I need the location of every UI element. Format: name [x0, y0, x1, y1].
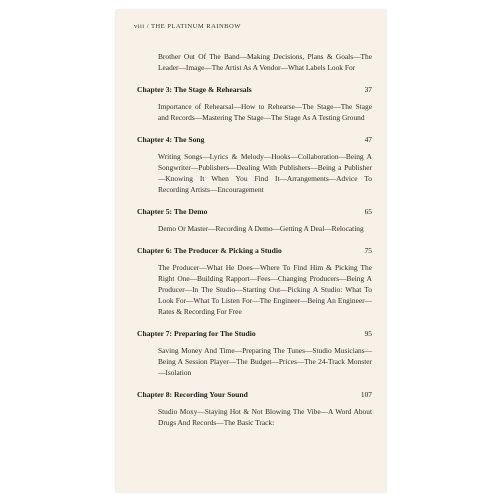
chapter-page-number: 65	[364, 207, 372, 216]
chapter-description: Studio Moxy—Staying Hot & Not Blowing The Vibe—A Word About Drugs And Records—The Basic Track:	[158, 407, 372, 427]
table-of-contents	[137, 51, 372, 428]
chapter-heading	[137, 134, 372, 145]
chapter-3-entry	[137, 84, 372, 123]
chapter-heading	[137, 84, 372, 95]
chapter-heading	[137, 328, 372, 339]
chapter-title: Chapter 6: The Producer & Picking a Studio	[137, 246, 282, 255]
intro-text: Brother Out Of The Band—Making Decisions, Plans & Goals—The Leader—Image—The Artist As A Vendor—What Labels Look For	[158, 52, 372, 72]
chapter-heading	[137, 389, 372, 400]
chapter-7-entry	[137, 328, 372, 378]
chapter-page-number: 95	[364, 329, 372, 338]
chapter-heading	[137, 206, 372, 217]
chapter-heading	[137, 245, 372, 256]
chapter-description: Demo Or Master—Recording A Demo—Getting A Deal—Relocating	[158, 224, 364, 233]
chapter-8-entry	[137, 389, 372, 428]
chapter-title: Chapter 7: Preparing for The Studio	[137, 329, 256, 338]
chapter-title: Chapter 5: The Demo	[137, 207, 208, 216]
chapter-title: Chapter 4: The Song	[137, 135, 205, 144]
chapter-description: Saving Money And Time—Preparing The Tunes—Studio Musicians—Being A Session Player—The Budget—Prices—The 24-Track Monster—Isolation	[158, 346, 372, 377]
chapter-description: The Producer—What He Does—Where To Find Him & Picking The Right One—Building Rapport—Fees—Changing Producers—Being A Producer—In The Studio—Starting Out—Picking A Studio: What To Look For—What To Listen For—The Engineer—Being An Engineer—Rates & Recording For Free	[158, 263, 372, 316]
chapter-description: Importance of Rehearsal—How to Rehearse—The Stage—The Stage and Records—Mastering The Stage—The Stage As A Testing Ground	[158, 102, 372, 122]
chapter-page-number: 75	[364, 246, 372, 255]
chapter-title: Chapter 8: Recording Your Sound	[137, 390, 248, 399]
chapter-5-entry	[137, 206, 372, 234]
chapter-page-number: 107	[360, 390, 372, 399]
book-page	[116, 10, 386, 492]
chapter-title: Chapter 3: The Stage & Rehearsals	[137, 85, 252, 94]
running-header: viii / THE PLATINUM RAINBOW	[134, 23, 241, 30]
chapter-page-number: 37	[364, 85, 372, 94]
chapter-page-number: 47	[364, 135, 372, 144]
chapter-description: Writing Songs—Lyrics & Melody—Hooks—Collaboration—Being A Songwriter—Publishers—Dealing With Publishers—Being a Publisher—Knowing It When You Find It—Arrangements—Advice To Recording Artists—Encouragement	[158, 152, 372, 194]
chapter-4-entry	[137, 134, 372, 195]
chapter-6-entry	[137, 245, 372, 317]
